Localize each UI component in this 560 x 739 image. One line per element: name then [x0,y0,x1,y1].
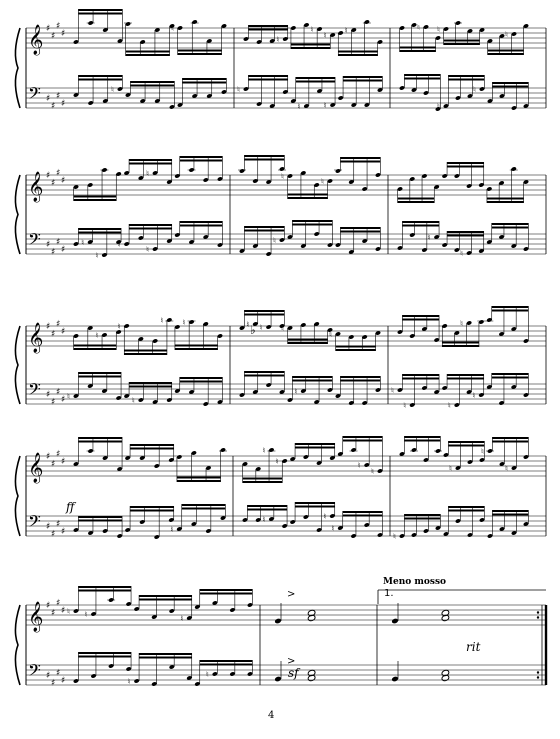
sharp-sign: ♯ [61,99,66,109]
natural-sign: ♮ [460,319,463,328]
beam [74,345,117,347]
natural-sign: ♮ [505,30,508,39]
beam [139,599,192,601]
beam [292,376,332,378]
beam [180,221,223,223]
natural-sign: ♮ [180,614,184,623]
beam [336,346,376,348]
beam [74,196,117,198]
beam [343,436,383,438]
natural-sign: ♮ [170,525,174,534]
beam [244,310,284,312]
beam [78,372,121,374]
beam [291,47,330,49]
beam [180,381,223,383]
beam [78,441,122,443]
natural-sign: ♮ [427,233,431,242]
beam [295,443,335,445]
sharp-sign: ♯ [46,522,51,532]
beam [447,378,484,380]
beam [78,516,122,518]
beam [247,509,287,511]
natural-sign: ♮ [84,610,88,619]
beam [126,54,170,56]
beam [340,227,380,229]
sharp-sign: ♯ [61,606,66,616]
natural-sign: ♮ [357,461,361,470]
beam [78,520,122,522]
beam [487,201,524,203]
beam [448,510,484,512]
beam [78,586,131,588]
beam [288,339,328,341]
beam [129,224,172,226]
accent-mark: > [287,656,296,667]
repeat-dot [537,676,539,678]
beam [398,198,435,200]
sharp-sign: ♯ [51,608,56,619]
system-brace [15,456,20,536]
beam [340,376,380,378]
repeat-dot [537,611,539,613]
beam [488,53,524,55]
flat-sign: ♭ [250,323,256,337]
natural-sign: ♮ [460,249,463,258]
bass-clef: 𝄢 [28,229,41,253]
beam [492,306,529,308]
treble-clef: 𝄞 [28,25,44,55]
beam [398,201,435,203]
beam [295,506,335,508]
sharp-sign: ♯ [51,31,56,42]
beam [78,13,122,15]
beam [448,75,484,77]
beam [130,81,174,83]
treble-clef: 𝄞 [28,453,44,483]
sharp-sign: ♯ [46,601,51,611]
beam [130,506,174,508]
natural-sign: ♮ [246,320,250,329]
beam [124,350,167,352]
beam [492,227,529,229]
beam [400,47,436,49]
beam [404,514,440,516]
sharp-sign: ♯ [51,247,56,258]
beam [492,514,528,516]
sharp-sign: ♯ [56,237,61,248]
beam [343,76,382,78]
beam [244,226,284,228]
beam [444,40,480,42]
beam [338,54,377,56]
beam [78,590,131,592]
sharp-sign: ♯ [61,676,66,686]
natural-sign: ♮ [417,23,420,32]
beam [448,79,484,81]
sharp-sign: ♯ [51,459,56,470]
treble-clef: 𝄞 [28,323,44,353]
beam [292,224,332,226]
sharp-sign: ♯ [46,240,51,250]
sharp-sign: ♯ [61,176,66,186]
dynamic-ff: ff [66,500,75,514]
sharp-sign: ♯ [46,171,51,181]
beam [292,380,332,382]
sharp-sign: ♯ [51,329,56,340]
bass-clef: 𝄢 [28,660,41,684]
natural-sign: ♮ [117,240,121,249]
natural-sign: ♮ [273,236,276,245]
dynamic-sf: sf [288,666,299,680]
beam [448,441,484,443]
beam [129,386,172,388]
sharp-sign: ♯ [56,387,61,398]
beam [243,478,283,480]
natural-sign: ♮ [323,512,327,521]
natural-sign: ♮ [481,447,484,456]
natural-sign: ♮ [259,323,263,332]
volta-label: 1. [384,588,394,599]
sharp-sign: ♯ [61,327,66,337]
beam [343,515,383,517]
natural-sign: ♮ [294,387,298,396]
beam [78,228,121,230]
beam [130,444,174,446]
beam [78,652,131,654]
beam [492,510,528,512]
beam [139,653,192,655]
beam [492,441,528,443]
natural-sign: ♮ [146,245,149,254]
beam [177,480,221,482]
natural-sign: ♮ [160,316,164,325]
sharp-sign: ♯ [46,452,51,462]
beam [492,86,528,88]
beam [404,436,440,438]
beam [292,220,332,222]
beam [343,440,383,442]
beam [78,9,122,11]
sharp-sign: ♯ [56,91,61,102]
beam [402,221,439,223]
beam [180,377,223,379]
beam [200,593,253,595]
beam [343,511,383,513]
natural-sign: ♮ [281,172,284,181]
natural-sign: ♮ [131,396,135,405]
beam [336,349,376,351]
natural-sign: ♮ [171,24,174,33]
beam [244,159,284,161]
beam [130,85,174,87]
sharp-sign: ♯ [51,101,56,112]
beam [130,448,174,450]
beam [492,373,529,375]
sharp-sign: ♯ [56,21,61,32]
beam [404,440,440,442]
beam [182,82,226,84]
sharp-sign: ♯ [56,168,61,179]
natural-sign: ♮ [95,331,99,340]
sharp-sign: ♯ [56,598,61,609]
natural-sign: ♮ [146,169,149,178]
beam [175,345,218,347]
beam [244,155,284,157]
natural-sign: ♮ [329,330,332,339]
sharp-sign: ♯ [61,457,66,467]
natural-sign: ♮ [262,515,266,524]
treble-clef: 𝄞 [28,602,44,632]
beam [402,319,439,321]
natural-sign: ♮ [281,324,284,333]
beam [444,43,480,45]
beam [338,51,377,53]
sharp-sign: ♯ [51,529,56,540]
beam [175,348,218,350]
beam [296,81,335,83]
bass-clef: 𝄢 [28,379,41,403]
beam [340,161,380,163]
beam [244,375,284,377]
natural-sign: ♮ [67,607,70,616]
beam [200,660,253,662]
natural-sign: ♮ [117,322,121,331]
beam [78,79,122,81]
beam [244,230,284,232]
natural-sign: ♮ [297,102,301,111]
beam [243,481,283,483]
beam [126,51,170,53]
sharp-sign: ♯ [46,24,51,34]
beam [448,506,484,508]
beam [402,225,439,227]
beam [180,156,223,158]
beam [129,159,172,161]
natural-sign: ♮ [437,25,440,34]
sharp-sign: ♯ [61,245,66,255]
beam [200,664,253,666]
sharp-sign: ♯ [51,397,56,408]
beam [340,380,380,382]
beam [447,374,484,376]
natural-sign: ♮ [67,392,70,401]
beam [404,78,440,80]
beam [130,510,174,512]
natural-sign: ♮ [437,102,440,111]
sharp-sign: ♯ [61,29,66,39]
beam [180,225,223,227]
beam [182,504,226,506]
natural-sign: ♮ [182,318,186,327]
sharp-sign: ♯ [61,527,66,537]
treble-clef: 𝄞 [28,172,44,202]
beam [402,378,439,380]
rit-marking: rit [466,640,481,654]
natural-sign: ♮ [472,391,476,400]
beam [247,505,287,507]
sharp-sign: ♯ [51,178,56,189]
beam [178,50,222,52]
beam [487,198,524,200]
natural-sign: ♮ [321,177,324,186]
beam [442,342,479,344]
natural-sign: ♮ [344,26,348,35]
page-number: 4 [268,710,275,721]
natural-sign: ♮ [262,446,266,455]
sharp-sign: ♯ [46,390,51,400]
repeat-dot [537,616,539,618]
natural-sign: ♮ [371,467,374,476]
beam [402,374,439,376]
beam [182,78,226,80]
beam [78,437,122,439]
beam [248,25,287,27]
sharp-sign: ♯ [46,671,51,681]
natural-sign: ♮ [127,677,131,686]
beam [288,197,328,199]
repeat-dot [537,671,539,673]
natural-sign: ♮ [323,31,327,40]
beam [402,315,439,317]
beam [492,437,528,439]
beam [288,342,328,344]
beam [404,518,440,520]
beam [448,445,484,447]
natural-sign: ♮ [237,85,240,94]
beam [244,371,284,373]
beam [129,228,172,230]
sharp-sign: ♯ [46,94,51,104]
tempo-marking: Meno mosso [383,577,447,587]
beam [244,314,284,316]
natural-sign: ♮ [310,25,314,34]
beam [180,160,223,162]
beam [447,166,484,168]
beam [182,508,226,510]
natural-sign: ♮ [323,101,327,110]
beam [178,53,222,55]
beam [248,79,287,81]
sharp-sign: ♯ [56,519,61,530]
beam [200,589,253,591]
system-brace [15,28,20,108]
natural-sign: ♮ [205,670,209,679]
beam [177,477,221,479]
beam [139,657,192,659]
natural-sign: ♮ [111,85,114,94]
beam [78,75,122,77]
beam [343,80,382,82]
beam [78,656,131,658]
beam [296,77,335,79]
sharp-sign: ♯ [61,395,66,405]
bass-clef: 𝄢 [28,83,41,107]
beam [447,162,484,164]
beam [492,310,529,312]
natural-sign: ♮ [403,401,407,410]
beam [288,194,328,196]
beam [291,44,330,46]
beam [248,29,287,31]
beam [139,595,192,597]
system-brace [15,326,20,404]
beam [404,74,440,76]
natural-sign: ♮ [81,238,85,247]
beam [74,199,117,201]
beam [492,223,529,225]
beam [295,502,335,504]
natural-sign: ♮ [447,401,451,410]
system-brace [15,605,20,685]
beam [129,382,172,384]
beam [492,377,529,379]
sharp-sign: ♯ [46,322,51,332]
beam [442,345,479,347]
beam [447,231,484,233]
system-brace [15,175,20,254]
natural-sign: ♮ [449,464,452,473]
sharp-sign: ♯ [56,449,61,460]
beam [447,235,484,237]
bass-clef: 𝄢 [28,511,41,535]
sharp-sign: ♯ [56,319,61,330]
natural-sign: ♮ [473,85,476,94]
beam [124,353,167,355]
natural-sign: ♮ [393,532,396,541]
natural-sign: ♮ [95,251,99,260]
beam [340,157,380,159]
beam [340,231,380,233]
beam [492,82,528,84]
beam [295,447,335,449]
beam [400,50,436,52]
natural-sign: ♮ [505,464,508,473]
natural-sign: ♮ [331,524,335,533]
natural-sign: ♮ [276,35,280,44]
beam [78,376,121,378]
beam [248,75,287,77]
accent-mark: > [287,589,296,600]
sharp-sign: ♯ [56,668,61,679]
natural-sign: ♮ [275,457,279,466]
sharp-sign: ♯ [51,678,56,689]
beam [129,163,172,165]
beam [78,232,121,234]
beam [488,50,524,52]
beam [74,348,117,350]
natural-sign: ♮ [391,386,394,395]
